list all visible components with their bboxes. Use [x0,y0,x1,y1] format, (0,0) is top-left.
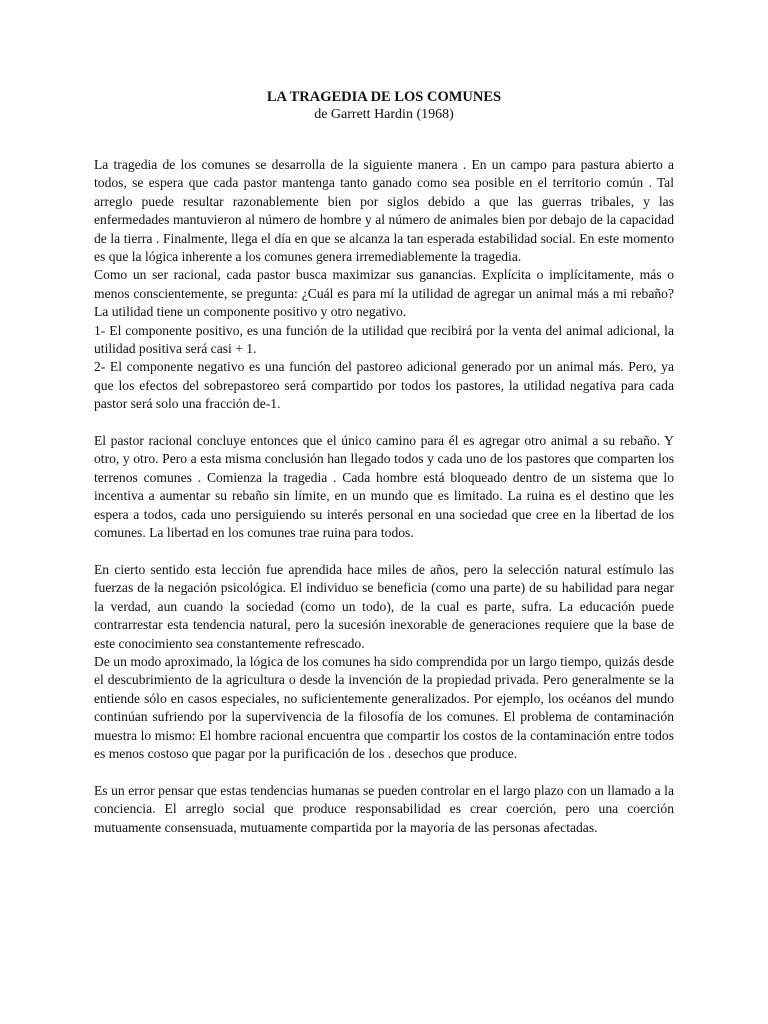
paragraph-approximate-logic: De un modo aproximado, la lógica de los comunes ha sido comprendida por un largo tiempo, quizás desde el descubrimiento de la agricultura o desde la invención de la propiedad privada. Pero generalmente se la entiende sólo en casos especiales, no suficientemente generalizados. Por ejemplo, los océanos del mundo continúan sufriendo por la supervivencia de la filosofía de los comunes. El problema de contaminación muestra lo mismo: El hombre racional encuentra que compartir los costos de la contaminación entre todos es menos costoso que pagar por la purificación de los . desechos que produce. [94,653,674,761]
paragraph-rational-pastor: Como un ser racional, cada pastor busca maximizar sus ganancias. Explícita o implícitamente, más o menos conscientemente, se pregunta: ¿Cuál es para mí la utilidad de agregar un animal más a mi rebaño? La utilidad tiene un componente positivo y otro negativo. [94,267,674,320]
paragraph-conclusion: El pastor racional concluye entonces que el único camino para él es agregar otro animal a su rebaño. Y otro, y otro. Pero a esta misma conclusión han llegado todos y cada uno de los pastores que comparten los terrenos comunes . Comienza la tragedia . Cada hombre está bloqueado dentro de un sistema que lo incentiva a aumentar su rebaño sin límite, en un mundo que es limitado. La ruina es el destino que les espera a todos, cada uno persiguiendo su interés personal en una sociedad que cree en la libertad de los comunes. La libertad en los comunes trae ruina para todos. [94,433,674,541]
paragraph-gap [94,763,674,781]
paragraph-gap [94,543,674,561]
paragraph-positive-component: 1- El componente positivo, es una función de la utilidad que recibirá por la venta del animal adicional, la utilidad positiva será casi + 1. [94,322,674,357]
paragraph-negative-component: 2- El componente negativo es una función del pastoreo adicional generado por un animal más. Pero, ya que los efectos del sobrepastoreo será compartido por todos los pastores, la utilidad negativa para cada pastor será solo una fracción de-1. [94,359,674,412]
paragraph-coercion: Es un error pensar que estas tendencias humanas se pueden controlar en el largo plazo con un llamado a la conciencia. El arreglo social que produce responsabilidad es crear coerción, pero una coerción mutuamente consensuada, mutuamente compartida por la mayoría de las personas afectadas. [94,782,674,835]
document-page [94,88,674,837]
document-title: LA TRAGEDIA DE LOS COMUNES [266,89,502,105]
document-subtitle: de Garrett Hardin (1968) [314,107,454,122]
paragraph-intro: La tragedia de los comunes se desarrolla de la siguiente manera . En un campo para pastura abierto a todos, se espera que cada pastor mantenga tanto ganado como sea posible en el territorio común . Tal arreglo puede resultar razonablemente bien por siglos debido a que las guerras tribales, y las enfermedades mantuvieron al número de hombre y al número de animales bien por debajo de la capacidad de la tierra . Finalmente, llega el día en que se alcanza la tan esperada estabilidad social. En este momento es que la lógica inherente a los comunes genera irremediablemente la tragedia. [94,157,674,265]
paragraph-lesson: En cierto sentido esta lección fue aprendida hace miles de años, pero la selección natural estímulo las fuerzas de la negación psicológica. El individuo se beneficia (como una parte) de su habilidad para negar la verdad, aun cuando la sociedad (como un todo), de la cual es parte, sufra. La educación puede contrarrestar esta tendencia natural, pero la sucesión inexorable de generaciones requiere que la base de este conocimiento sea constantemente refrescado. [94,561,674,651]
paragraph-gap [94,414,674,432]
